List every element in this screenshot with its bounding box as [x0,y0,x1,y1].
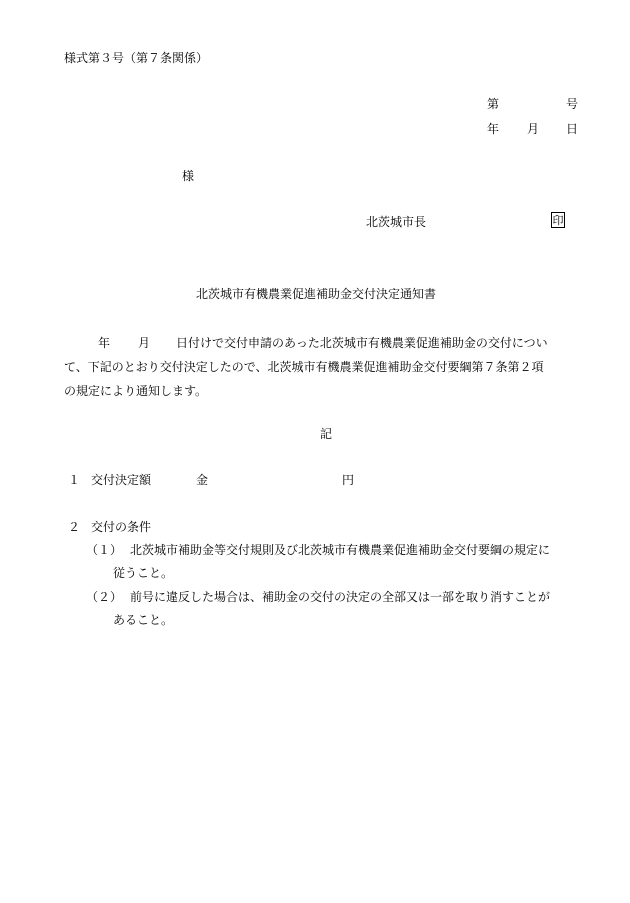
document-number-dai: 第 [487,97,500,111]
condition-1-line-1: 北茨城市補助金等交付規則及び北茨城市有機農業促進補助金交付要綱の規定に [130,543,551,557]
body-line-1 [64,331,596,355]
date-day-label: 日 [566,122,579,136]
form-number-label: 様式第３号（第７条関係） [64,51,209,65]
issuer-name: 北茨城市長 [366,215,427,229]
body-line-2: て、下記のとおり交付決定したので、北茨城市有機農業促進補助金交付要綱第７条第２項 [64,360,544,374]
item-1-kin: 金 [196,473,209,487]
ki-heading: 記 [320,427,333,441]
document-number-go: 号 [566,97,579,111]
condition-2-line-1: 前号に違反した場合は、補助金の交付の決定の全部又は一部を取り消すことが [130,590,551,604]
condition-2-line-2: あること。 [113,613,174,627]
document-title: 北茨城市有機農業促進補助金交付決定通知書 [196,287,437,301]
recipient-honorific: 様 [182,169,195,183]
item-1-number: １ [68,473,81,487]
body-line-3: の規定により通知します。 [64,384,208,398]
date-year-label: 年 [487,122,500,136]
condition-1-line-2: 従うこと。 [113,566,174,580]
seal-stamp-box: 印 [552,213,564,227]
condition-2-number: （２） [86,590,123,604]
date-month-label: 月 [527,122,540,136]
body-month-label: 月 [138,336,151,350]
item-2-number: ２ [68,520,81,534]
body-paragraph [64,331,596,403]
item-1-en: 円 [342,473,355,487]
item-1-label: 交付決定額 [91,473,152,487]
condition-1-number: （１） [86,543,123,557]
item-2-label: 交付の条件 [91,520,152,534]
body-line-1-text: 日付けで交付申請のあった北茨城市有機農業促進補助金の交付につい [176,336,548,350]
body-year-label: 年 [98,336,111,350]
